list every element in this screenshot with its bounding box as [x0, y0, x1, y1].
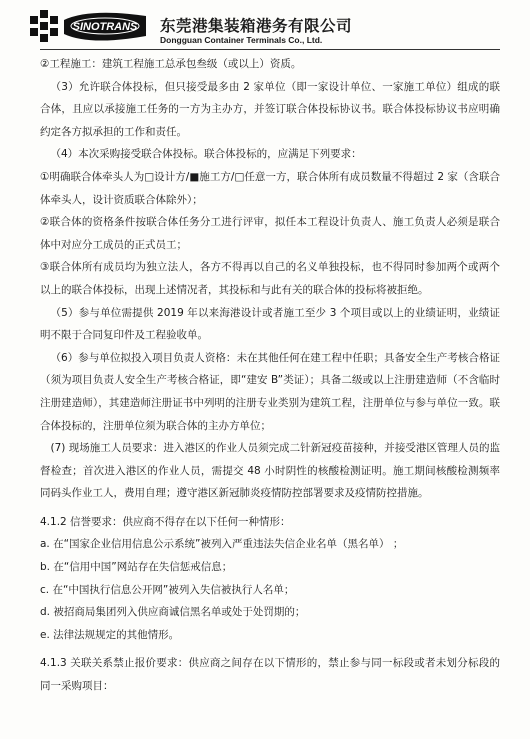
list-item: d. 被招商局集团列入供应商诚信黑名单或处于处罚期的； [40, 606, 306, 619]
header-divider [40, 49, 500, 50]
logo-text: SINOTRANS [72, 21, 138, 33]
paragraph: （6）参与单位拟投入项目负责人资格：未在其他任何在建工程中任职；具备安全生产考核合格证（须为项目负责人安全生产考核合格证，即“建安 B”类证）；具备二级或以上注册建造师（不含临时注册建造师），其建造师注册证书中列明的注册专业类别为建筑工程，注册单位与参与单位一致。联合体投标的，注册单位须为联合体的主办方单位； [40, 351, 500, 432]
paragraph: ①明确联合体牵头人为□设计方/■施工方/□任意一方，联合体所有成员数量不得超过 2 家（含联合体牵头人，设计资质联合体除外）； [40, 170, 500, 206]
document-header [0, 0, 530, 50]
company-name-cn: 东莞港集装箱港务有限公司 [160, 17, 353, 35]
list-item: b. 在“信用中国”网站存在失信惩戒信息； [40, 561, 233, 574]
list-item: e. 法律法规规定的其他情形。 [40, 628, 180, 641]
paragraph: （5）参与单位需提供 2019 年以来海港设计或者施工至少 3 个项目或以上的业绩证明，业绩证明不限于合同复印件及工程验收单。 [40, 306, 500, 342]
paragraph: （4）本次采购接受联合体投标。联合体投标的，应满足下列要求： [50, 148, 362, 161]
paragraph: ③联合体所有成员均为独立法人，各方不得再以自己的名义单独投标，也不得同时参加两个或两个以上的联合体投标，出现上述情况者，其投标和与此有关的联合体的投标将被拒绝。 [40, 261, 500, 296]
section-heading: 4.1.3 关联关系禁止报价要求：供应商之间存在以下情形的，禁止参与同一标段或者未划分标段的同一采购项目： [40, 657, 500, 693]
paragraph: (7) 现场施工人员要求：进入港区的作业人员须完成二针新冠疫苗接种，并接受港区管理人员的监督检查；首次进入港区的作业人员，需提交 48 小时阴性的核酸检测证明。施工期间核酸检测频率同码头作业工人，费用自理；遵守港区新冠肺炎疫情防控部署要求及疫情防控措施。 [40, 442, 500, 500]
company-logo-icon [30, 10, 148, 44]
list-item: c. 在“中国执行信息公开网”被列入失信被执行人名单； [40, 583, 295, 596]
company-name-en: Dongguan Container Terminals Co., Ltd. [160, 35, 323, 45]
paragraph: ②工程施工：建筑工程施工总承包叁级（或以上）资质。 [40, 58, 302, 70]
paragraph: ②联合体的资格条件按联合体任务分工进行评审，拟任本工程设计负责人、施工负责人必须是联合体中对应分工成员的正式员工； [40, 216, 500, 251]
paragraph: （3）允许联合体投标，但只接受最多由 2 家单位（即一家设计单位、一家施工单位）组成的联合体，且应以承接施工任务的一方为主办方，并签订联合体投标协议书。联合体投标协议书应明确约定各方拟承担的工作和责任。 [40, 80, 500, 138]
list-item: a. 在“国家企业信用信息公示系统”被列入严重违法失信企业名单（黑名单） ； [40, 538, 404, 551]
document-body [40, 53, 500, 698]
section-heading: 4.1.2 信誉要求：供应商不得存在以下任何一种情形： [40, 515, 291, 528]
